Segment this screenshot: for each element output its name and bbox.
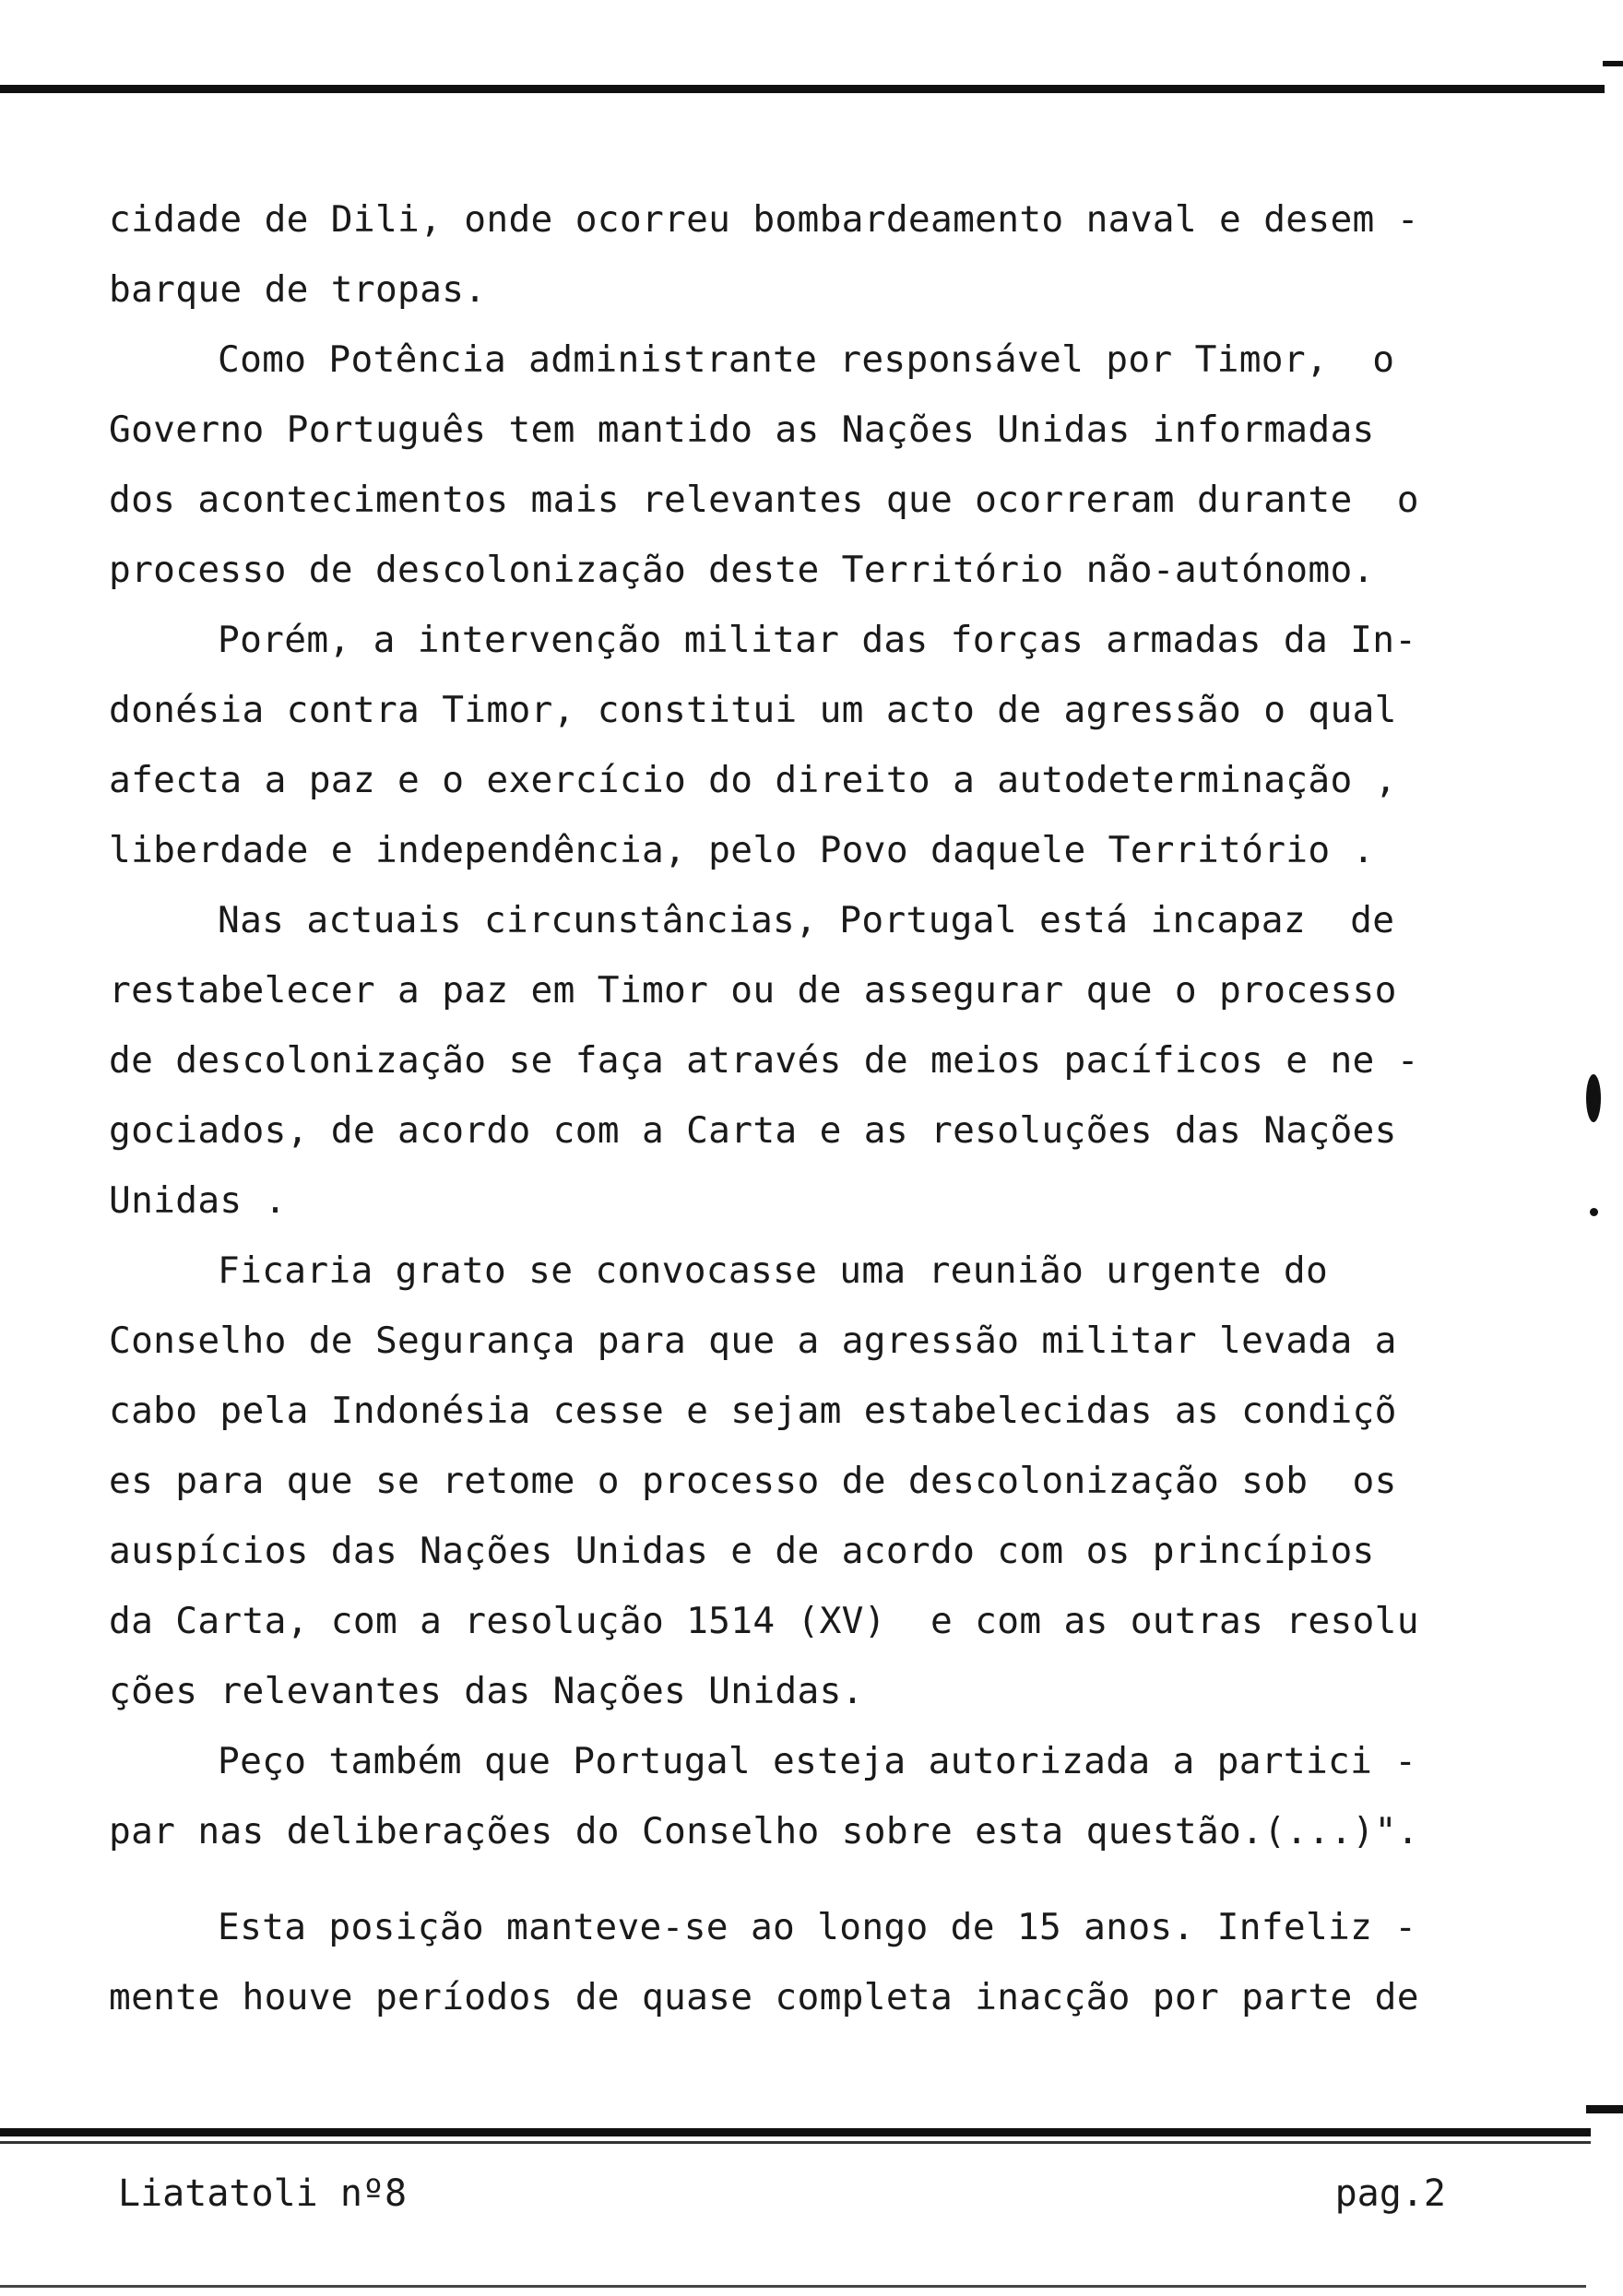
text-line: cidade de Dili, onde ocorreu bombardeamento naval e desem - [109,198,1419,241]
paragraph-start-line: Peço também que Portugal esteja autorizada a partici - [218,1740,1417,1782]
paragraph-start-line: Como Potência administrante responsável por Timor, o [218,338,1395,381]
text-line: restabelecer a paz em Timor ou de assegurar que o processo [109,969,1397,1012]
text-line: liberdade e independência, pelo Povo daquele Território . [109,829,1375,871]
footer-rule [0,2285,1586,2288]
bottom-rule-thin [0,2141,1591,2144]
text-line: de descolonização se faça através de meios pacíficos e ne - [109,1039,1419,1082]
edge-mark-bottom [1586,2105,1623,2113]
text-line: auspícios das Nações Unidas e de acordo com os princípios [109,1530,1375,1572]
page-number: pag.2 [1334,2172,1446,2215]
text-line: Unidas . [109,1179,287,1222]
text-line: gociados, de acordo com a Carta e as resoluções das Nações [109,1109,1397,1152]
text-line: barque de tropas. [109,268,487,311]
paragraph-start-line: Porém, a intervenção militar das forças armadas da In- [218,619,1417,661]
text-line: mente houve períodos de quase completa inacção por parte de [109,1976,1419,2018]
edge-mark-top [1603,61,1623,66]
text-line: dos acontecimentos mais relevantes que ocorreram durante o [109,479,1419,521]
paragraph-gap [109,1866,1464,1892]
text-line: afecta a paz e o exercício do direito a autodeterminação , [109,759,1397,801]
text-line: par nas deliberações do Conselho sobre esta questão.(...)". [109,1810,1419,1852]
top-rule [0,85,1605,93]
text-line: ções relevantes das Nações Unidas. [109,1670,864,1712]
ink-blot [1586,1074,1601,1122]
paragraph-start-line: Ficaria grato se convocasse uma reunião urgente do [218,1249,1329,1292]
paragraph-start-line: Esta posição manteve-se ao longo de 15 anos. Infeliz - [218,1906,1417,1948]
paragraph-start-line: Nas actuais circunstâncias, Portugal está incapaz de [218,899,1395,941]
text-line: processo de descolonização deste Território não-autónomo. [109,549,1375,591]
document-body [109,184,1464,2032]
text-line: Conselho de Segurança para que a agressão militar levada a [109,1320,1397,1362]
text-line: cabo pela Indonésia cesse e sejam estabelecidas as condiçõ [109,1390,1397,1432]
text-line: Governo Português tem mantido as Nações Unidas informadas [109,408,1375,451]
ink-dot [1590,1208,1598,1216]
text-line: da Carta, com a resolução 1514 (XV) e com as outras resolu [109,1600,1419,1642]
bottom-rule [0,2128,1591,2136]
publication-name: Liatatoli nº8 [118,2172,408,2215]
text-line: donésia contra Timor, constitui um acto de agressão o qual [109,689,1397,731]
page-footer [118,2172,1446,2215]
text-line: es para que se retome o processo de descolonização sob os [109,1460,1397,1502]
